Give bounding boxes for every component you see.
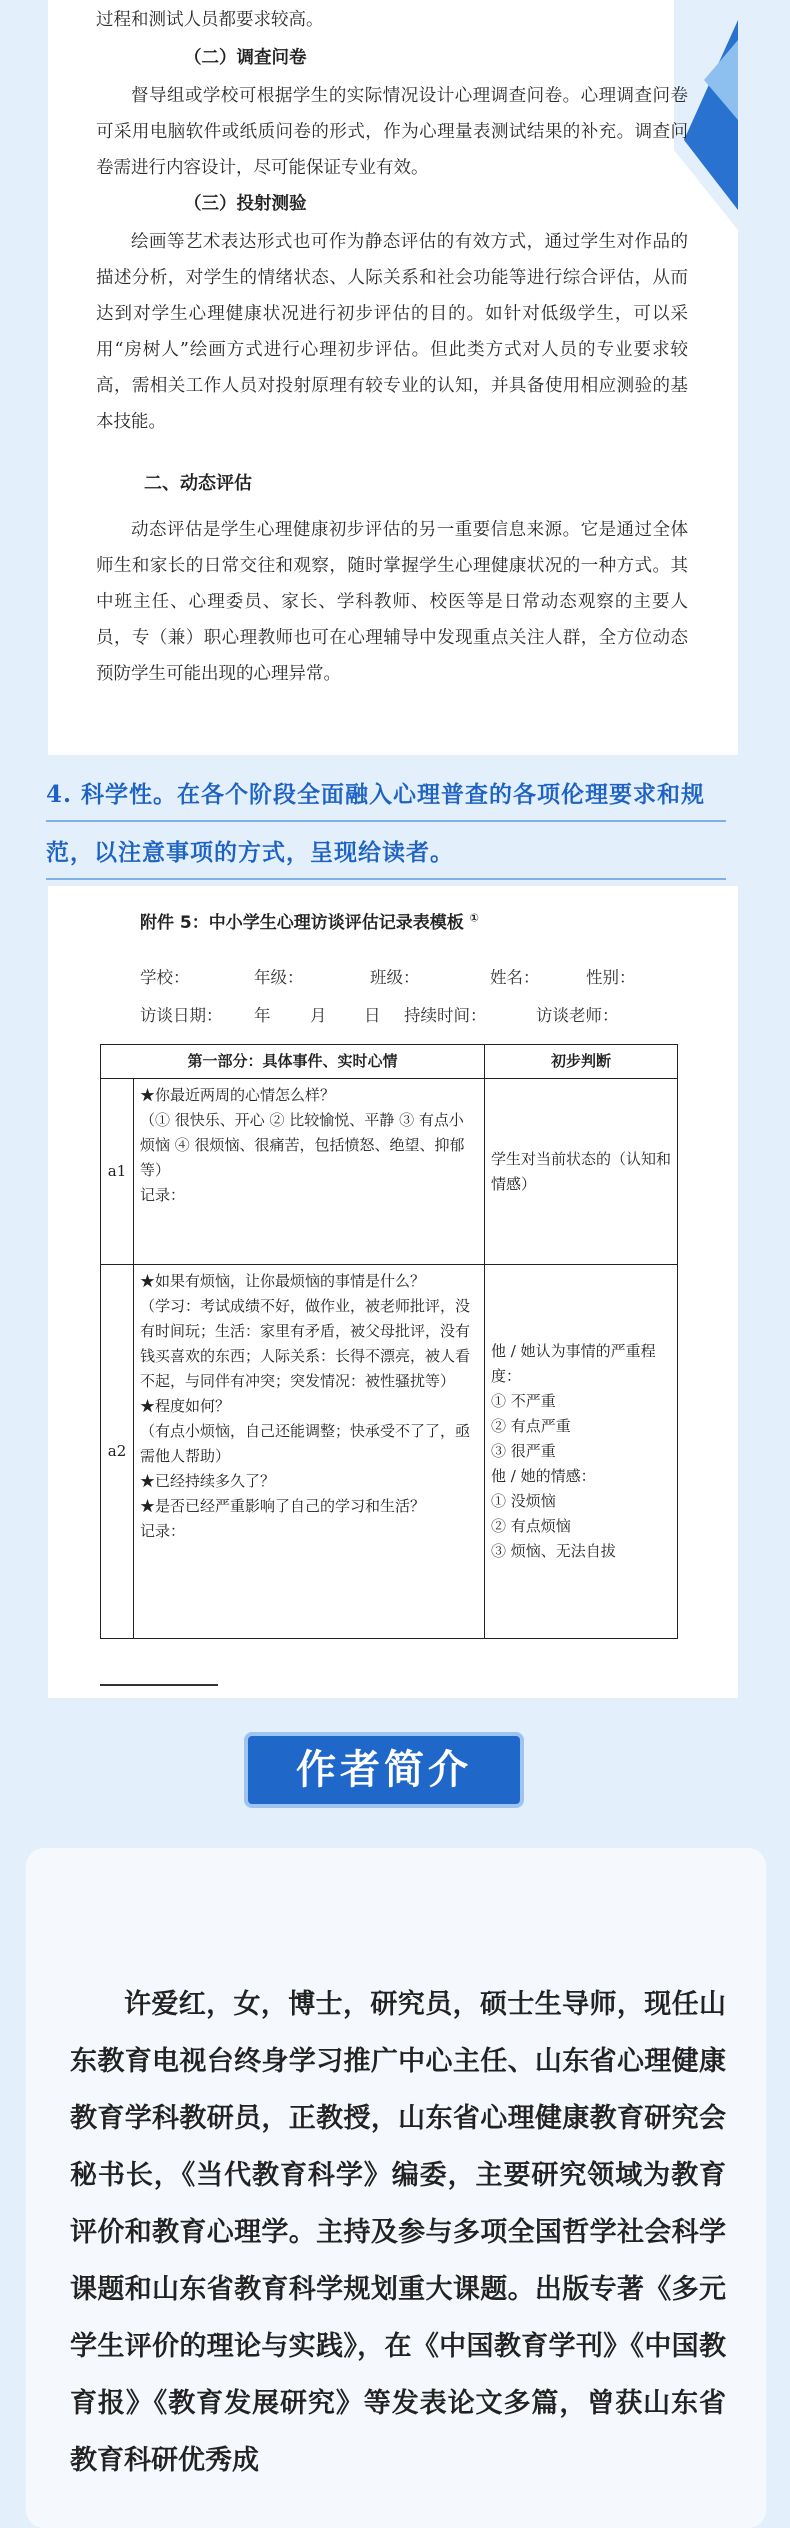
- question-line: ★程度如何？: [140, 1397, 231, 1415]
- judgement-line: ① 没烦恼: [491, 1492, 556, 1510]
- author-bio-card: [26, 1848, 766, 2528]
- field-school: 学校：: [140, 968, 190, 987]
- field-gender: 性别：: [586, 968, 636, 987]
- paragraph-projective: 绘画等艺术表达形式也可作为静态评估的有效方式，通过学生对作品的描述分析，对学生的情绪状态、人际关系和社会功能等进行综合评估，从而达到对学生心理健康状况进行初步评估的目的。如针对低级学生，可以采用“房树人”绘画方式进行心理初步评估。但此类方式对人员的专业要求较高，需相关工作人员对投射原理有较专业的认知，并具备使用相应测验的基本技能。: [96, 232, 688, 432]
- judgement-line: ② 有点严重: [491, 1417, 571, 1435]
- appendix-title: [140, 908, 479, 933]
- judgement-line: ③ 烦恼、无法自拔: [491, 1542, 616, 1560]
- footnote-divider: [100, 1684, 218, 1686]
- question-line: ★你最近两周的心情怎么样？: [140, 1086, 336, 1104]
- question-line: ★是否已经严重影响了自己的学习和生活？: [140, 1497, 426, 1515]
- field-month: 月: [310, 1006, 327, 1025]
- judgement-line: ① 不严重: [491, 1392, 556, 1410]
- author-bio-text: 许爱红，女，博士，研究员，硕士生导师，现任山东教育电视台终身学习推广中心主任、山东省心理健康教育学科教研员，正教授，山东省心理健康教育研究会秘书长，《当代教育科学》编委，主要研究领域为教育评价和教育心理学。主持及参与多项全国哲学社会科学课题和山东省教育科学规划重大课题。出版专著《多元学生评价的理论与实践》，在《中国教育学刊》《中国教育报》《教育发展研究》等发表论文多篇，曾获山东省教育科研优秀成: [70, 1989, 726, 2476]
- field-name: 姓名：: [490, 968, 540, 987]
- judgement-line: 他 / 她的情感：: [491, 1467, 596, 1485]
- row-code: a2: [101, 1265, 134, 1639]
- footnote-mark: ①: [469, 911, 479, 925]
- field-day: 日: [364, 1006, 381, 1025]
- appendix-title-text: 附件 5：中小学生心理访谈评估记录表模板: [140, 913, 464, 933]
- field-year: 年: [254, 1006, 271, 1025]
- question-line: （① 很快乐、开心 ② 比较愉悦、平静 ③ 有点小烦恼 ④ 很烦恼、很痛苦，包括愤怒、绝望、抑郁等）: [140, 1111, 465, 1179]
- question-line: ★已经持续多久了？: [140, 1472, 276, 1490]
- banner-title: 作者简介: [296, 1746, 472, 1793]
- row-code: a1: [101, 1079, 134, 1265]
- book-page-top: [48, 0, 738, 755]
- author-intro-banner: [244, 1732, 524, 1808]
- table-header-row: [101, 1045, 678, 1079]
- field-class: 班级：: [370, 968, 420, 987]
- interview-record-table: [100, 1044, 678, 1639]
- form-fields-row-2: [140, 1002, 619, 1026]
- judgement-line: 学生对当前状态的（认知和情感）: [491, 1149, 672, 1193]
- judgement-line: ② 有点烦恼: [491, 1517, 571, 1535]
- question-line: ★如果有烦恼，让你最烦恼的事情是什么？: [140, 1272, 426, 1290]
- table-header-part-one: 第一部分：具体事件、实时心情: [101, 1045, 485, 1079]
- field-interview-date: 访谈日期：: [140, 1006, 223, 1025]
- question-line: 记录：: [140, 1186, 186, 1204]
- form-fields-row-1: [140, 964, 636, 988]
- row-questions: [134, 1265, 485, 1639]
- row-judgement: [485, 1079, 678, 1265]
- paragraph-survey: 督导组或学校可根据学生的实际情况设计心理调查问卷。心理调查问卷可采用电脑软件或纸质问卷的形式，作为心理量表测试结果的补充。调查问卷需进行内容设计，尽可能保证专业有效。: [96, 86, 688, 178]
- subheading-projective: （三）投射测验: [184, 194, 307, 214]
- table-row: [101, 1265, 678, 1639]
- paragraph-continuation: 过程和测试人员都要求较高。: [96, 10, 324, 30]
- paragraph-dynamic: 动态评估是学生心理健康初步评估的另一重要信息来源。它是通过全体师生和家长的日常交往和观察，随时掌握学生心理健康状况的一种方式。其中班主任、心理委员、家长、学科教师、校医等是日常动态观察的主要人员，专（兼）职心理教师也可在心理辅导中发现重点关注人群，全方位动态预防学生可能出现的心理异常。: [96, 520, 688, 684]
- book-page-appendix: [48, 886, 738, 1698]
- table-row: [101, 1079, 678, 1265]
- feature-point-scientific: 4. 科学性。在各个阶段全面融入心理普查的各项伦理要求和规范，以注意事项的方式，呈现给读者。: [46, 781, 706, 866]
- section-heading-dynamic: 二、动态评估: [144, 473, 252, 494]
- field-duration: 持续时间：: [404, 1006, 487, 1025]
- question-line: 记录：: [140, 1522, 186, 1540]
- question-line: （有点小烦恼，自己还能调整；快承受不了了，亟需他人帮助）: [140, 1422, 471, 1465]
- subheading-survey: （二）调查问卷: [184, 48, 307, 68]
- divider-line: [46, 878, 726, 880]
- divider-line: [46, 820, 726, 822]
- table-header-judgement: 初步判断: [485, 1045, 678, 1079]
- row-questions: [134, 1079, 485, 1265]
- field-interviewer: 访谈老师：: [536, 1006, 619, 1025]
- judgement-line: 他 / 她认为事情的严重程度：: [491, 1342, 656, 1385]
- question-line: （学习：考试成绩不好，做作业，被老师批评，没有时间玩；生活：家里有矛盾，被父母批评，没有钱买喜欢的东西；人际关系：长得不漂亮，被人看不起，与同伴有冲突；突发情况：被性骚扰等）: [140, 1297, 471, 1390]
- judgement-line: ③ 很严重: [491, 1442, 556, 1460]
- row-judgement: [485, 1265, 678, 1639]
- field-grade: 年级：: [254, 968, 304, 987]
